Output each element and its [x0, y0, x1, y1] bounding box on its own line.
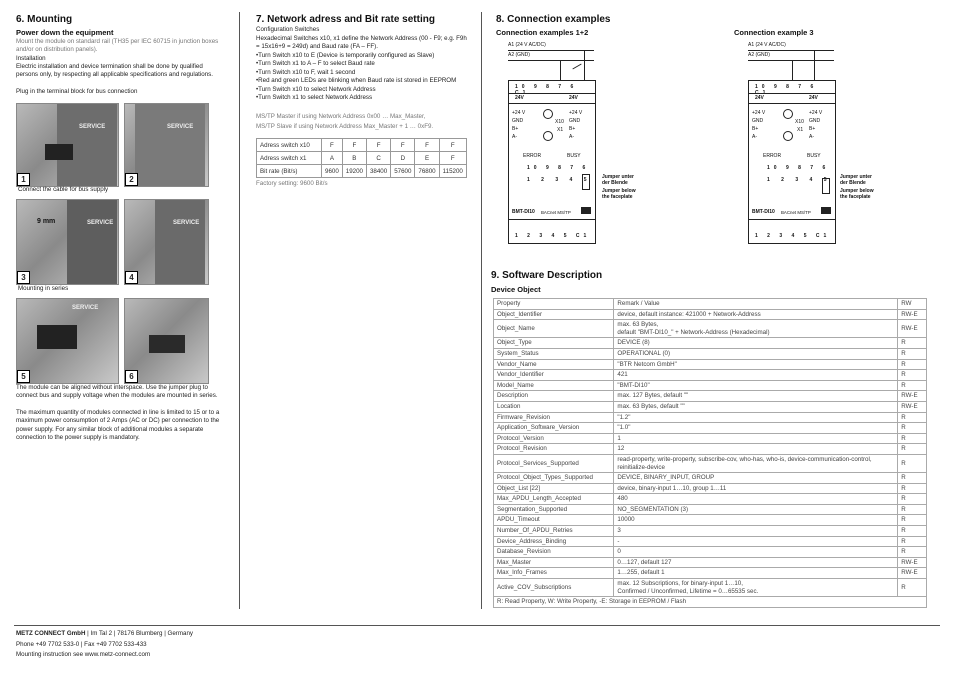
- switch-table: [256, 138, 467, 178]
- table-legend: R: Read Property, W: Write Property, -E: Storage in EEPROM / Flash: [494, 597, 927, 608]
- table-row: [494, 526, 927, 537]
- table-row: [494, 391, 927, 402]
- table-cell: R: [898, 359, 927, 370]
- plug-text: Plug in the terminal block for bus connection: [16, 88, 138, 95]
- table-cell: A: [322, 152, 343, 165]
- table-cell: Database_Revision: [494, 547, 614, 558]
- table-cell: Description: [494, 391, 614, 402]
- table-row: [494, 547, 927, 558]
- terminal-label: 6: [822, 165, 830, 171]
- table-cell: R: [898, 494, 927, 505]
- wire: [792, 60, 793, 80]
- device-object-subtitle: Device Object: [491, 285, 541, 294]
- table-cell: 115200: [439, 165, 466, 178]
- table-cell: RW-E: [898, 568, 927, 579]
- pin-label: A-: [512, 134, 517, 140]
- table-row: [494, 412, 927, 423]
- bacnet-label: BACnet MS/TP: [541, 210, 571, 215]
- table-cell: Model_Name: [494, 380, 614, 391]
- jumper-icon: [582, 174, 590, 190]
- table-cell: 3: [614, 526, 898, 537]
- busy-label: BUSY: [807, 153, 821, 159]
- section-7-title: 7. Network adress and Bit rate setting: [256, 14, 435, 25]
- terminal-label: 3: [555, 177, 564, 183]
- pin-label: B+: [569, 126, 576, 132]
- bacnet-label: BACnet MS/TP: [781, 210, 811, 215]
- jumper-de-text: Jumper unter der Blende: [602, 174, 634, 186]
- table-cell: "1.2": [614, 412, 898, 423]
- table-cell: R: [898, 536, 927, 547]
- photo-number: 3: [17, 271, 30, 284]
- table-cell: Object_List [22]: [494, 483, 614, 494]
- table-cell: F: [366, 139, 390, 152]
- section-6-subtitle: Power down the equipment: [16, 28, 114, 37]
- terminal-label: 4: [791, 233, 799, 239]
- pin-label: GND: [569, 118, 581, 124]
- table-cell: 57600: [391, 165, 415, 178]
- switch-symbol: [572, 64, 581, 70]
- table-cell: -: [614, 536, 898, 547]
- jumper-de-text: Jumper unter der Blende: [840, 174, 872, 186]
- mount-text: Mount the module on standard rail (TH35 per IEC 60715 in junction boxes and/or on distribution panels).: [16, 38, 219, 54]
- section-9-title: 9. Software Description: [491, 270, 603, 281]
- table-cell: Firmware_Revision: [494, 412, 614, 423]
- pin-label: +24 V: [569, 110, 583, 116]
- terminal-label: 5: [583, 177, 592, 183]
- photo-number: 5: [17, 370, 30, 383]
- table-cell: R: [898, 423, 927, 434]
- terminal-label: 5: [803, 233, 811, 239]
- pin-label: GND: [809, 118, 821, 124]
- wire: [584, 50, 585, 80]
- terminal-label: 8: [546, 84, 553, 90]
- table-row: [494, 309, 927, 320]
- config-steps-list: [256, 52, 468, 102]
- table-cell: 9600: [322, 165, 343, 178]
- table-cell: System_Status: [494, 348, 614, 359]
- table-cell: RW-E: [898, 320, 927, 338]
- connection-diagram-3: [748, 42, 838, 242]
- pin-label: A-: [809, 134, 814, 140]
- table-row: [257, 152, 467, 165]
- table-cell: RW: [898, 299, 927, 310]
- table-cell: Vendor_Identifier: [494, 370, 614, 381]
- a1-line: [508, 50, 594, 51]
- a1-label: A1 (24 V AC/DC): [508, 42, 546, 48]
- x1-label: X1: [557, 127, 564, 133]
- table-cell: R: [898, 412, 927, 423]
- footer-address-line: [16, 630, 193, 638]
- table-row: [494, 299, 927, 310]
- terminal-label: 10: [755, 84, 769, 90]
- photo-number: 1: [17, 173, 30, 186]
- table-cell: Object_Type: [494, 338, 614, 349]
- logo-icon: [821, 207, 831, 214]
- table-cell: D: [391, 152, 415, 165]
- terminal-label: 1: [515, 233, 522, 239]
- connection-diagram-12: [508, 42, 598, 242]
- a2-label: A2 (GND): [508, 52, 530, 58]
- terminal-label: 6: [582, 165, 590, 171]
- rotary-switch-icon: [543, 131, 553, 141]
- table-cell: E: [415, 152, 439, 165]
- terminal-label: 1: [755, 233, 762, 239]
- terminal-label: 8: [558, 165, 565, 171]
- table-cell: R: [898, 515, 927, 526]
- error-label: ERROR: [523, 153, 542, 159]
- table-row: [494, 348, 927, 359]
- terminal-label: 3: [539, 233, 547, 239]
- table-cell: F: [439, 139, 466, 152]
- pin-label: B+: [752, 126, 759, 132]
- photo-number: 6: [125, 370, 138, 383]
- table-row: [494, 320, 927, 338]
- config-step: • Red and green LEDs are blinking when Baud rate ist stored in EEPROM: [256, 77, 468, 85]
- footer-phone: Phone +49 7702 533-0 | Fax +49 7702 533-433: [16, 641, 147, 648]
- column-divider-1: [239, 12, 240, 609]
- table-cell: Adress switch x1: [257, 152, 322, 165]
- table-cell: max. 127 Bytes, default "": [614, 391, 898, 402]
- caption-mounting-series: Mounting in series: [18, 285, 69, 292]
- terminal-label: 3: [779, 233, 787, 239]
- photo-5: SERVICE 5: [16, 298, 119, 384]
- config-step: • Turn Switch x10 to F, wait 1 second: [256, 69, 468, 77]
- photo-2: SERVICE 2: [124, 103, 209, 187]
- table-cell: RW-E: [898, 309, 927, 320]
- connection-12-subtitle: Connection examples 1+2: [496, 28, 589, 37]
- photo-3: 9 mm SERVICE 3: [16, 199, 119, 285]
- table-cell: R: [898, 370, 927, 381]
- table-cell: Segmentation_Supported: [494, 504, 614, 515]
- table-cell: Location: [494, 401, 614, 412]
- table-cell: Adress switch x10: [257, 139, 322, 152]
- table-cell: R: [898, 547, 927, 558]
- terminal-label: 1: [527, 177, 535, 183]
- config-step: • Turn Switch x10 to select Network Address: [256, 86, 468, 94]
- table-cell: Property: [494, 299, 614, 310]
- device-object-rows: [494, 299, 927, 608]
- table-cell: RW-E: [898, 557, 927, 568]
- table-cell: OPERATIONAL (0): [614, 348, 898, 359]
- device-object-table: [493, 298, 927, 608]
- table-cell: Object_Identifier: [494, 309, 614, 320]
- terminal-label: 10: [515, 84, 529, 90]
- table-cell: R: [898, 579, 927, 597]
- table-row: [257, 165, 467, 178]
- connection-3-subtitle: Connection example 3: [734, 28, 814, 37]
- photo-number: 4: [125, 271, 138, 284]
- error-label: ERROR: [763, 153, 782, 159]
- table-cell: R: [898, 473, 927, 484]
- table-row: [494, 454, 927, 472]
- alignment-text: The module can be aligned without interspace. Use the jumper plug to connect bus and supply voltage when the modules are mounted in series.: [16, 384, 218, 400]
- table-cell: 12: [614, 444, 898, 455]
- table-cell: R: [898, 504, 927, 515]
- table-cell: APDU_Timeout: [494, 515, 614, 526]
- photo-6: [124, 298, 209, 384]
- table-cell: Application_Software_Version: [494, 423, 614, 434]
- photo-4: SERVICE 4: [124, 199, 209, 285]
- table-cell: 0: [614, 547, 898, 558]
- v24-left: 24V: [755, 95, 764, 101]
- terminal-label: 5: [563, 233, 571, 239]
- rotary-switch-icon: [543, 109, 553, 119]
- terminal-label: 10: [767, 165, 781, 171]
- a2-line: [748, 60, 834, 61]
- x1-label: X1: [797, 127, 804, 133]
- x10-label: X10: [555, 119, 564, 125]
- terminal-label: 7: [558, 84, 566, 90]
- table-cell: "BTR Netcom GmbH": [614, 359, 898, 370]
- table-cell: RW-E: [898, 391, 927, 402]
- factory-setting: Factory setting: 9600 Bit/s: [256, 180, 328, 187]
- table-cell: Protocol_Services_Supported: [494, 454, 614, 472]
- jumper-en-text: Jumper below the faceplate: [602, 188, 636, 200]
- table-cell: R: [898, 454, 927, 472]
- table-cell: R: [898, 433, 927, 444]
- terminal-label: 4: [809, 177, 818, 183]
- table-cell: R: [898, 444, 927, 455]
- terminal-label: C1: [755, 90, 770, 96]
- table-row: [494, 504, 927, 515]
- table-cell: Object_Name: [494, 320, 614, 338]
- table-cell: RW-E: [898, 401, 927, 412]
- table-row: [494, 433, 927, 444]
- table-row: [494, 359, 927, 370]
- terminal-label: 3: [795, 177, 804, 183]
- a1-line: [748, 50, 834, 51]
- table-cell: 38400: [366, 165, 390, 178]
- section-6-title: 6. Mounting: [16, 14, 73, 25]
- table-cell: R: [898, 380, 927, 391]
- terminal-label: 8: [798, 165, 805, 171]
- busy-label: BUSY: [567, 153, 581, 159]
- table-cell: F: [439, 152, 466, 165]
- table-cell: Protocol_Revision: [494, 444, 614, 455]
- pin-label: B+: [512, 126, 519, 132]
- footer-rule: [14, 625, 940, 626]
- installation-label: Installation: [16, 55, 46, 62]
- table-cell: 1: [614, 433, 898, 444]
- terminal-label: C1: [575, 233, 591, 239]
- table-row: [494, 494, 927, 505]
- table-cell: 480: [614, 494, 898, 505]
- terminal-label: 6: [570, 84, 578, 90]
- table-cell: 76800: [415, 165, 439, 178]
- pin-label: A-: [569, 134, 574, 140]
- terminal-label: C1: [515, 90, 530, 96]
- table-cell: F: [322, 139, 343, 152]
- table-row: [494, 444, 927, 455]
- terminal-label: 9: [545, 165, 553, 171]
- table-cell: Bit rate (Bit/s): [257, 165, 322, 178]
- terminal-label: 4: [569, 177, 578, 183]
- table-row: [494, 536, 927, 547]
- table-row: [494, 380, 927, 391]
- table-cell: F: [391, 139, 415, 152]
- table-cell: device, default instance: 421000 + Network-Address: [614, 309, 898, 320]
- table-row: [494, 579, 927, 597]
- mstp-master-text: MS/TP Master if using Network Address 0x00 … Max_Master,: [256, 113, 426, 120]
- company-name: METZ CONNECT GmbH: [16, 630, 86, 637]
- installation-text: Electric installation and device termination shall be done by qualified persons only, by respecting all applicable specifications and regulations.: [16, 63, 213, 79]
- pin-label: GND: [512, 118, 524, 124]
- x10-label: X10: [795, 119, 804, 125]
- column-divider-2: [481, 12, 482, 609]
- jumper-icon: [822, 178, 830, 194]
- table-cell: NO_SEGMENTATION (3): [614, 504, 898, 515]
- table-cell: device, binary-input 1…10, group 1…11: [614, 483, 898, 494]
- pin-label: A-: [752, 134, 757, 140]
- pin-label: +24 V: [512, 110, 526, 116]
- terminal-label: 7: [570, 165, 578, 171]
- table-cell: DEVICE, BINARY_INPUT, GROUP: [614, 473, 898, 484]
- v24-right: 24V: [809, 95, 818, 101]
- terminal-label: 7: [810, 165, 818, 171]
- jumper-en-text: Jumper below the faceplate: [840, 188, 874, 200]
- table-cell: Remark / Value: [614, 299, 898, 310]
- terminal-label: 8: [786, 84, 793, 90]
- wire: [814, 50, 815, 80]
- company-address: | Im Tal 2 | 78176 Blumberg | Germany: [85, 630, 193, 637]
- model-label: BMT-DI10: [512, 209, 535, 215]
- table-cell: 0…127, default 127: [614, 557, 898, 568]
- table-cell: Max_Info_Frames: [494, 568, 614, 579]
- terminal-label: 9: [773, 84, 781, 90]
- table-cell: Active_COV_Subscriptions: [494, 579, 614, 597]
- config-step: • Turn Switch x10 to E (Device is temporarily configured as Slave): [256, 52, 468, 60]
- table-cell: "BMT-DI10": [614, 380, 898, 391]
- terminal-label: 4: [551, 233, 559, 239]
- terminal-label: 7: [798, 84, 806, 90]
- table-cell: "1.0": [614, 423, 898, 434]
- config-step: • Turn Switch x1 to select Network Address: [256, 94, 468, 102]
- terminal-label: 2: [767, 233, 774, 239]
- pin-label: +24 V: [809, 110, 823, 116]
- terminal-label: 2: [527, 233, 534, 239]
- table-cell: Device_Address_Binding: [494, 536, 614, 547]
- table-cell: C: [366, 152, 390, 165]
- photo-1: SERVICE 1: [16, 103, 119, 187]
- a2-label: A2 (GND): [748, 52, 770, 58]
- terminal-label: 2: [781, 177, 789, 183]
- config-switches-label: Configuration Switches: [256, 26, 320, 33]
- caption-connect-cable: Connect the cable for bus supply: [18, 186, 109, 193]
- footer-web: Mounting instruction see www.metz-connect.com: [16, 651, 151, 658]
- terminal-label: C1: [815, 233, 831, 239]
- table-cell: R: [898, 348, 927, 359]
- table-row: [494, 557, 927, 568]
- pin-label: B+: [809, 126, 816, 132]
- terminal-label: 2: [541, 177, 549, 183]
- rotary-switch-icon: [783, 109, 793, 119]
- table-row: [257, 139, 467, 152]
- config-step: • Turn Switch x1 to A – F to select Baud rate: [256, 60, 468, 68]
- table-cell: max. 63 Bytes, default "BMT-DI10_" + Network-Address (Hexadecimal): [614, 320, 898, 338]
- table-cell: 1…255, default 1: [614, 568, 898, 579]
- table-cell: max. 12 Subscriptions, for binary-input 1…10, Confirmed / Unconfirmed, Lifetime = 0…65535 sec.: [614, 579, 898, 597]
- table-row: [494, 515, 927, 526]
- table-cell: Protocol_Object_Types_Supported: [494, 473, 614, 484]
- terminal-label: 1: [767, 177, 775, 183]
- max-modules-text: The maximum quantity of modules connected in line is limited to 15 or to a maximum power consumption of 2 Amps (AC or DC) per connection to the power supply. For any similar block of additional modules a separate connection to the power supply is mandatory.: [16, 409, 220, 442]
- photo-number: 2: [125, 173, 138, 186]
- terminal-label: 5: [823, 177, 832, 183]
- v24-right: 24V: [569, 95, 578, 101]
- table-cell: 421: [614, 370, 898, 381]
- table-cell: read-property, write-property, subscribe-cov, who-has, who-is, device-communication-control, reinitialize-device: [614, 454, 898, 472]
- logo-icon: [581, 207, 591, 214]
- table-cell: R: [898, 338, 927, 349]
- table-row: [494, 473, 927, 484]
- wire: [560, 60, 561, 80]
- table-cell: F: [415, 139, 439, 152]
- table-cell: B: [342, 152, 366, 165]
- table-cell: Protocol_Version: [494, 433, 614, 444]
- table-row: [494, 370, 927, 381]
- table-cell: max. 63 Bytes, default "": [614, 401, 898, 412]
- terminal-label: 9: [533, 84, 541, 90]
- table-cell: 10000: [614, 515, 898, 526]
- table-cell: DEVICE (8): [614, 338, 898, 349]
- table-cell: Vendor_Name: [494, 359, 614, 370]
- table-legend-row: [494, 597, 927, 608]
- pin-label: +24 V: [752, 110, 766, 116]
- table-row: [494, 483, 927, 494]
- table-cell: Max_APDU_Length_Accepted: [494, 494, 614, 505]
- table-cell: 19200: [342, 165, 366, 178]
- mstp-slave-text: MS/TP Slave if using Network Address Max_Master + 1 … 0xF9.: [256, 123, 434, 130]
- table-cell: R: [898, 526, 927, 537]
- table-cell: R: [898, 483, 927, 494]
- table-cell: Number_Of_APDU_Retries: [494, 526, 614, 537]
- module-box: [508, 80, 596, 244]
- rotary-switch-icon: [783, 131, 793, 141]
- table-cell: F: [342, 139, 366, 152]
- table-row: [494, 338, 927, 349]
- table-cell: Max_Master: [494, 557, 614, 568]
- table-row: [494, 401, 927, 412]
- table-row: [494, 568, 927, 579]
- dimension-label: 9 mm: [37, 218, 56, 225]
- v24-left: 24V: [515, 95, 524, 101]
- a1-label: A1 (24 V AC/DC): [748, 42, 786, 48]
- hex-switches-text: Hexadecimal Switches x10, x1 define the Network Address (00 - F9; e.g. F9h = 15x16+9 = 249d) and Baud rate (FA – FF).: [256, 35, 467, 51]
- a2-line: [508, 60, 594, 61]
- table-row: [494, 423, 927, 434]
- terminal-label: 6: [810, 84, 818, 90]
- terminal-label: 9: [785, 165, 793, 171]
- module-box: [748, 80, 836, 244]
- model-label: BMT-DI10: [752, 209, 775, 215]
- terminal-label: 10: [527, 165, 541, 171]
- section-8-title: 8. Connection examples: [496, 14, 611, 25]
- pin-label: GND: [752, 118, 764, 124]
